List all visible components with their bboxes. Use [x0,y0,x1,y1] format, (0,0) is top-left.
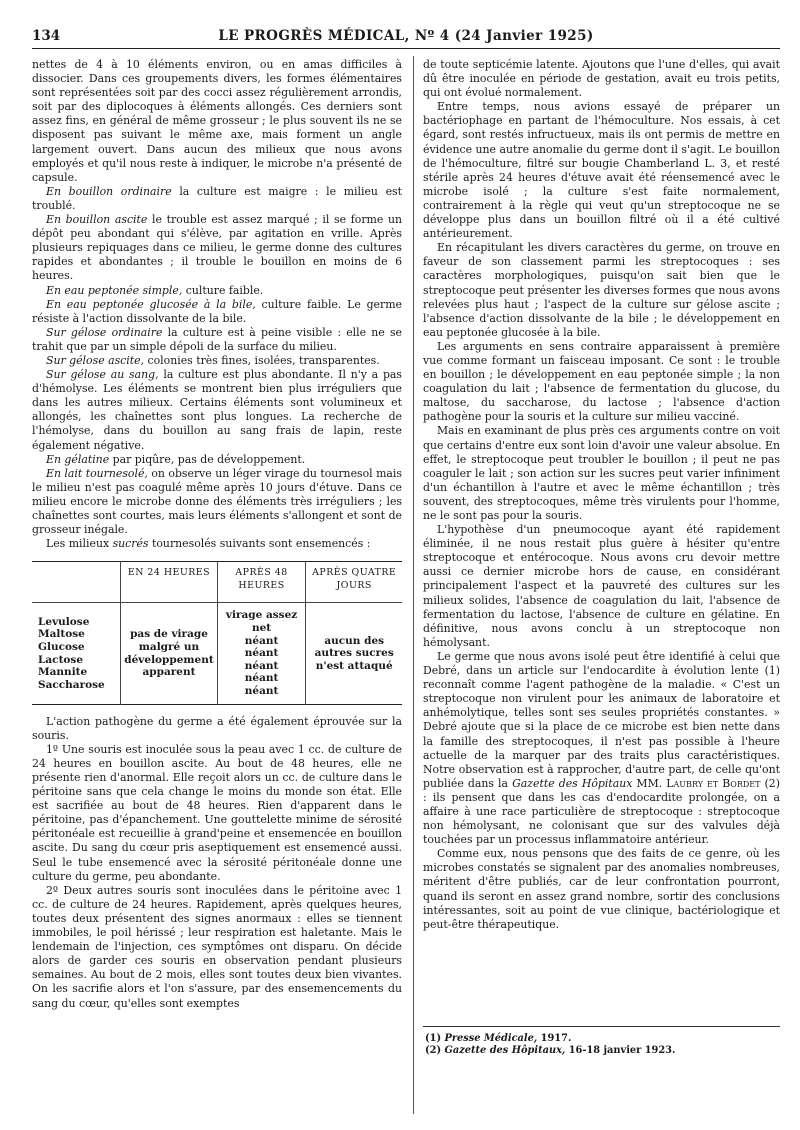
result-48h-value: virage assez net [225,609,298,635]
paragraph-text: par piqûre, pas de développement. [109,452,306,466]
paragraph: de toute septicémie latente. Ajoutons que l'une d'elles, qui avait dû être inoculée en période de gestation, avait eu trois petits, qui ont évolué normalement. [423,58,780,100]
paragraph: En récapitulant les divers caractères du germe, on trouve en faveur de son classement parmi les streptocoques : ses caractères morphologiques, puisqu'on sait bien que le streptocoque peut présenter les diverses formes que nous avons relevées plus haut ; l'aspect de la culture sur gélose ascite ; l'absence d'action dissolvante de la bile ; le développement en eau peptonée glucosée à la bile. [423,241,780,339]
paragraph [32,354,402,368]
table-row [32,603,402,704]
sugar-name: Mannite [38,666,88,679]
paragraph [423,650,780,847]
paragraph: L'hypothèse d'un pneumocoque ayant été rapidement éliminée, il ne nous restait plus guère à hésiter qu'entre streptocoque et entérocoque. Nous avons cru devoir mettre aussi ce dernier microbe hors de cause, en considérant principalement l'aspect et la pauvreté des cultures sur les milieux solides, l'absence de coagulation du lait, l'absence de fermentation du lactose, l'absence de culture en gélatine. En définitive, nous avons conclu à un streptocoque non hémolysant. [423,523,780,649]
result-24h-cell: pas de virage malgré un développement apparent [121,603,217,704]
table-header-cell: EN 24 HEURES [121,562,217,603]
paragraph-text: MM. [632,776,667,790]
page-header [32,22,780,49]
footnote-number: (1) [425,1033,445,1044]
paragraph-lead: En eau peptonée simple, [46,283,183,297]
author-names: Laubry et Bordet [666,776,761,790]
paragraph-lead: Sur gélose ordinaire [46,325,163,339]
footnote-2 [423,1045,780,1057]
footnote-journal: Gazette des Hôpitaux, [444,1045,566,1057]
footnote-text: 1917. [537,1033,572,1044]
paragraph-lead: Sur gélose ascite, [46,353,145,367]
column-divider [413,56,414,1114]
journal-name: LE PROGRÈS MÉDICAL, [218,28,410,44]
sugar-name: Maltose [38,628,85,641]
paragraph-text: culture faible. Le germe résiste à l'action dissolvante de la bile. [32,297,402,325]
paragraph [32,298,402,326]
result-48h-value: néant [244,659,279,672]
sugar-fermentation-table [32,561,402,704]
footnote-text: 16-18 janvier 1923. [565,1045,676,1057]
paragraph [32,213,402,283]
footnotes [423,1026,780,1058]
paragraph [32,284,402,298]
running-title [32,28,780,44]
paragraph-lead: En bouillon ascite [46,213,148,227]
paragraph: 2º Deux autres souris sont inoculées dans le péritoine avec 1 cc. de culture de 24 heures. Rapidement, après quelques heures, toutes deux présentent des signes anormaux : elles se tiennent immobiles, le poil hérissé ; leur respiration est haletante. Mais le lendemain de l'injection, ces symptômes ont disparu. On décide alors de garder ces souris en observation pendant plusieurs semaines. Au bout de 2 mois, elles sont toutes deux bien vivantes. On les sacrifie alors et l'on s'assure, par des ensemencements du sang du cœur, qu'elles sont exemptes [32,883,402,1010]
paragraph [32,326,402,354]
paragraph-text: (2) : ils pensent que dans les cas d'endocardite prolongée, on a affaire à une race particulière de streptocoque : streptocoque non hémolysant, ne colonisant que sur des valvules déjà touchées par un processus inflammatoire antérieur. [423,776,780,847]
sugar-name: Levulose [38,615,90,628]
paragraph [32,467,402,537]
paragraph: L'action pathogène du germe a été également éprouvée sur la souris. [32,714,402,742]
paragraph-text: le trouble est assez marqué ; il se forme un dépôt peu abondant qui s'élève, par agitation en vrille. Après plusieurs repiquages dans ce milieu, le germe donne des cultures rapides et abondantes ; il trouble le bouillon en moins de 6 heures. [32,213,402,283]
paragraph-text: colonies très fines, isolées, transparentes. [144,353,380,367]
paragraph-text: Les milieux [46,537,113,551]
paragraph-text: on observe un léger virage du tournesol mais le milieu n'est pas coagulé même après 10 jours d'étuve. Dans ce milieu encore le microbe donne des éléments très irréguliers ; les chaînettes sont courtes, mais leurs éléments s'allongent et sont de grosseur inégale. [32,466,402,537]
left-column [32,58,402,1011]
paragraph: Les arguments en sens contraire apparaissent à première vue comme formant un faisceau imposant. Ce sont : le trouble en bouillon ; le développement en eau peptonée simple ; la non coagulation du lait ; l'absence de fermentation du glucose, du maltose, du saccharose, du lactose ; l'absence d'action pathogène pour la souris et la culture sur milieu vacciné. [423,339,780,424]
paragraph-text: culture faible. [182,283,264,297]
paragraph: Mais en examinant de plus près ces arguments contre on voit que certains d'entre eux sont loin d'avoir une valeur absolue. En effet, le streptocoque peut troubler le bouillon ; il peut ne pas coaguler le lait ; son action sur les sucres peut varier infiniment d'un échantillon à l'autre et avec le même échantillon ; très souvent, des streptocoques, même très virulents pour l'homme, ne le sont pas pour la souris. [423,424,780,522]
footnote-1 [423,1033,780,1045]
paragraph-lead: En gélatine [46,452,110,466]
sugar-list-cell [32,603,121,704]
table-header-cell: APRÈS 48 HEURES [217,562,306,603]
paragraph [32,185,402,213]
paragraph-lead: En eau peptonée glucosée à la bile, [46,297,256,311]
table-header-cell [32,562,121,603]
page-number: 134 [32,28,61,44]
paragraph-text: Le germe que nous avons isolé peut être identifié à celui que Debré, dans un article sur l'endocardite à évolution lente (1) reconnaît comme l'agent pathogène de la maladie. « C'est un streptocoque non virulent pour les animaux de laboratoire et anhémolytique, telles sont ses seules propriétés constantes. » Debré ajoute que si la place de ce microbe est bien nette dans la famille des streptocoques, il n'est pas possible à l'heure actuelle de la marquer par des traits plus caractéristiques. Notre observation est à rapprocher, d'autre part, de celle qu'ont publiée dans la [423,649,780,790]
sugar-name: Lactose [38,653,84,666]
paragraph-text: la culture est plus abondante. Il n'y a pas d'hémolyse. Les éléments se montrent bien plus irréguliers que dans les autres milieux. Certains éléments sont volumineux et allongés, les chaînettes sont plus longues. La recherche de l'hémolyse, dans du bouillon au sang frais de lapin, reste également négative. [32,368,402,452]
paragraph: Entre temps, nous avions essayé de préparer un bactériophage en partant de l'hémoculture. Nos essais, à cet égard, sont restés infructueux, mais ils ont permis de mettre en évidence une autre anomalie du germe dont il s'agit. Le bouillon de l'hémoculture, filtré sur bougie Chamberland L. 3, et resté stérile après 24 heures d'étuve avait été réensemencé avec le microbe isolé ; la culture s'est faite normalement, contrairement à la règle qui veut qu'un streptocoque ne se développe plus dans un bouillon filtré où il a été cultivé antérieurement. [423,100,780,241]
result-48h-value: néant [244,634,279,647]
result-48h-value: néant [244,647,279,660]
footnote-number: (2) [425,1045,445,1057]
paragraph: nettes de 4 à 10 éléments environ, ou en amas difficiles à dissocier. Dans ces groupements divers, les formes élémentaires sont représentées soit par des cocci assez régulièrement arrondis, soit par des diplocoques à éléments allongés. Ces derniers sont assez fins, en général de même grosseur ; le plus souvent ils ne se disposent pas suivant le même axe, mais forment un angle largement ouvert. Dans aucun des milieux que nous avons employés et qu'il nous reste à indiquer, le microbe n'a présenté de capsule. [32,58,402,184]
paragraph: 1º Une souris est inoculée sous la peau avec 1 cc. de culture de 24 heures en bouillon ascite. Au bout de 48 heures, elle ne présente rien d'anormal. Elle reçoit alors un cc. de culture dans le péritoine sans que cela change le moins du monde son état. Elle est sacrifiée au bout de 48 heures. Rien d'apparent dans le péritoine, pas d'épanchement. Une gouttelette minime de sérosité péritonéale est recueillie à grand'peine et ensemencée en bouillon ascite. Du sang du cœur pris aseptiquement est ensemencé aussi. Seul le tube ensemencé avec la sérosité péritonéale donne une culture du germe, peu abondante. [32,742,402,883]
result-48h-cell [217,603,306,704]
table-header-row [32,562,402,603]
right-column [423,58,780,932]
paragraph [32,453,402,467]
result-4days-cell: aucun des autres sucres n'est attaqué [306,603,402,704]
issue-info: Nº 4 (24 Janvier 1925) [414,28,594,44]
paragraph-text: la culture est maigre : le milieu est troublé. [32,184,402,212]
paragraph [32,537,402,551]
sugar-name: Saccharose [38,678,105,691]
table-header-cell: APRÈS QUATRE JOURS [306,562,402,603]
result-48h-value: néant [244,672,279,685]
journal-citation: Gazette des Hôpitaux [512,776,633,790]
paragraph-lead: En bouillon ordinaire [46,184,172,198]
paragraph [32,368,402,453]
paragraph-lead: En lait tournesolé, [46,466,148,480]
sugar-name: Glucose [38,640,85,653]
paragraph: Comme eux, nous pensons que des faits de ce genre, où les microbes constatés se signalent par des anomalies nombreuses, méritent d'être publiés, car de leur confrontation pourront, quand ils seront en assez grand nombre, sortir des conclusions intéressantes, soit au point de vue clinique, bactériologique et peut-être thérapeutique. [423,847,780,931]
result-48h-value: néant [244,685,279,698]
paragraph-lead: Sur gélose au sang, [46,368,159,382]
paragraph-text: la culture est à peine visible : elle ne se trahit que par un simple dépoli de la surface du milieu. [32,325,402,353]
footnote-journal: Presse Médicale, [444,1033,538,1044]
paragraph-lead: sucrés [112,537,149,551]
paragraph-text: tournesolés suivants sont ensemencés : [148,537,371,551]
